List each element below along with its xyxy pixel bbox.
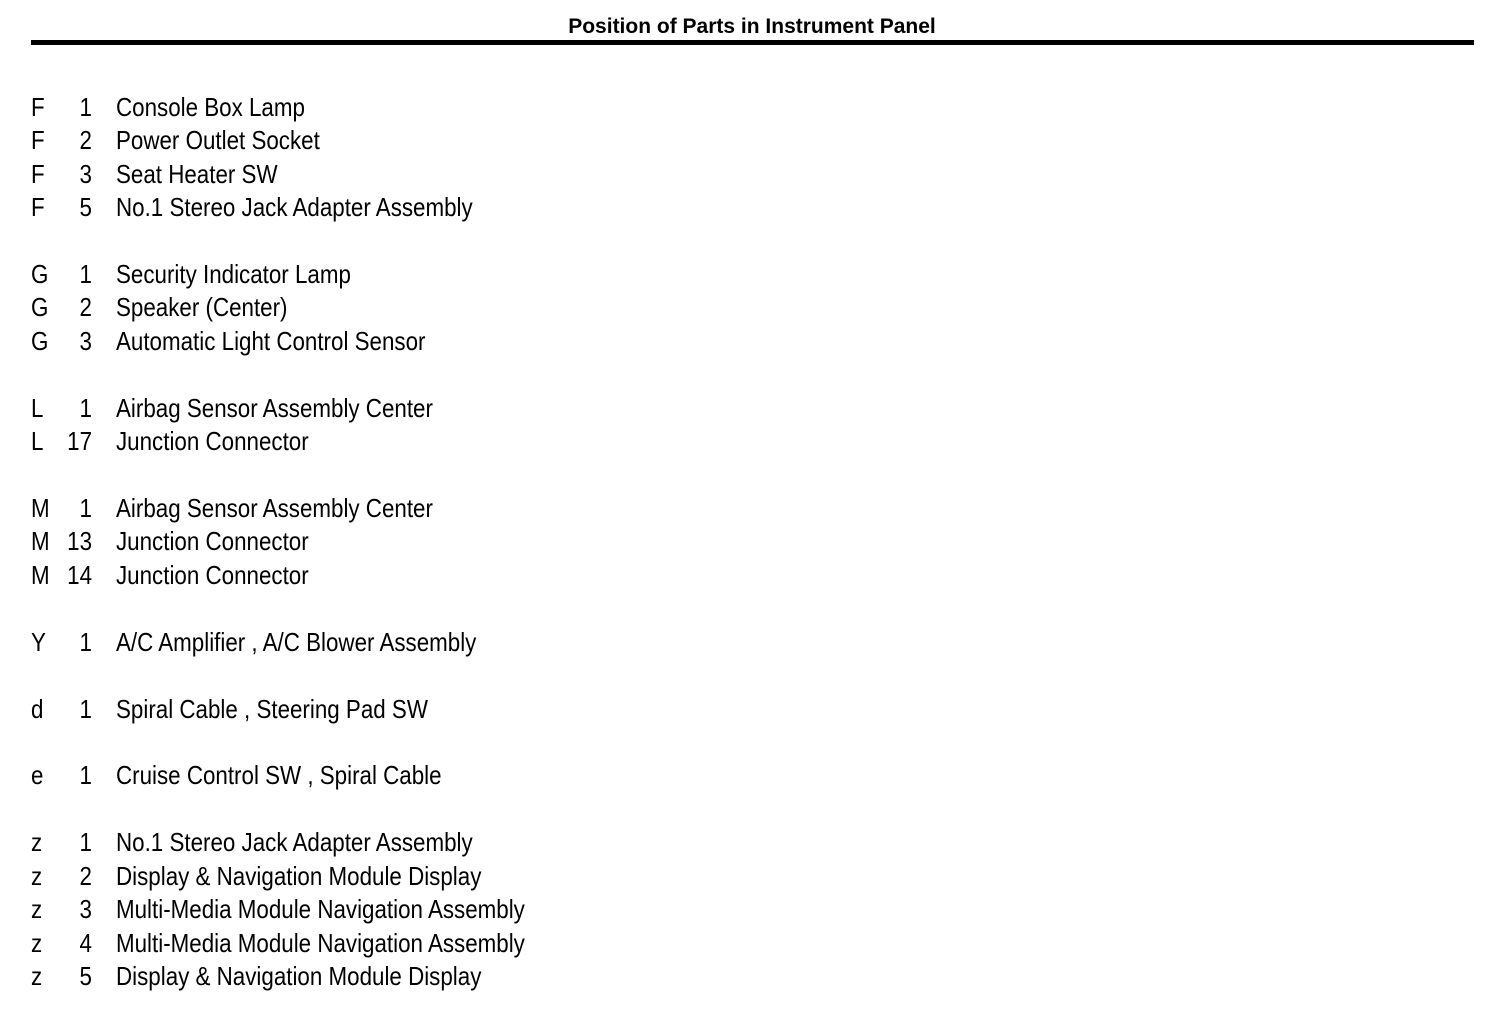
part-row	[0, 893, 700, 926]
connector-number: 1	[79, 92, 92, 122]
parts-group	[0, 492, 700, 592]
connector-letter: F	[31, 192, 45, 223]
connector-letter: G	[31, 292, 49, 323]
connector-number: 3	[79, 158, 92, 189]
connector-number: 3	[79, 325, 92, 356]
part-row	[0, 559, 700, 592]
connector-number: 4	[79, 927, 92, 958]
part-name: Cruise Control SW , Spiral Cable	[116, 760, 442, 791]
connector-letter: z	[31, 927, 43, 958]
part-row	[0, 693, 700, 726]
parts-list	[0, 91, 700, 1027]
connector-number: 1	[79, 626, 92, 657]
parts-group	[0, 759, 700, 792]
part-name: Junction Connector	[116, 526, 309, 557]
connector-number: 1	[79, 760, 92, 791]
connector-letter: d	[31, 693, 44, 724]
part-row	[0, 960, 700, 993]
part-name: Power Outlet Socket	[116, 125, 320, 156]
part-row	[0, 759, 700, 792]
part-name: Airbag Sensor Assembly Center	[116, 493, 433, 524]
connector-letter: G	[31, 259, 49, 290]
connector-number: 17	[67, 426, 92, 457]
connector-number: 5	[79, 192, 92, 223]
part-name: Junction Connector	[116, 559, 309, 590]
part-row	[0, 191, 700, 224]
connector-letter: G	[31, 325, 49, 356]
connector-number: 1	[79, 827, 92, 858]
part-name: Junction Connector	[116, 426, 309, 457]
parts-group	[0, 91, 700, 225]
part-row	[0, 525, 700, 558]
parts-group	[0, 693, 700, 726]
part-name: No.1 Stereo Jack Adapter Assembly	[116, 827, 473, 858]
part-name: Multi-Media Module Navigation Assembly	[116, 894, 525, 925]
part-name: Speaker (Center)	[116, 292, 288, 323]
connector-number: 1	[79, 392, 92, 423]
part-name: A/C Amplifier , A/C Blower Assembly	[116, 626, 477, 657]
connector-letter: Y	[31, 626, 46, 657]
connector-number: 3	[79, 894, 92, 925]
parts-group	[0, 258, 700, 358]
part-name: Seat Heater SW	[116, 158, 278, 189]
connector-number: 1	[79, 259, 92, 290]
part-name: Automatic Light Control Sensor	[116, 325, 426, 356]
part-row	[0, 626, 700, 659]
connector-number: 1	[79, 493, 92, 524]
page-title: Position of Parts in Instrument Panel	[568, 15, 936, 38]
title-rule	[31, 40, 1474, 45]
connector-number: 5	[79, 960, 92, 991]
part-row	[0, 258, 700, 291]
parts-group	[0, 826, 700, 993]
connector-letter: F	[31, 92, 45, 122]
part-row	[0, 158, 700, 191]
connector-letter: z	[31, 860, 43, 891]
connector-letter: z	[31, 960, 43, 991]
part-name: Spiral Cable , Steering Pad SW	[116, 693, 428, 724]
parts-group	[0, 392, 700, 459]
connector-number: 14	[67, 559, 92, 590]
part-name: Display & Navigation Module Display	[116, 960, 482, 991]
connector-letter: L	[31, 426, 44, 457]
part-row	[0, 91, 700, 124]
part-row	[0, 860, 700, 893]
connector-letter: F	[31, 158, 45, 189]
part-row	[0, 927, 700, 960]
part-name: No.1 Stereo Jack Adapter Assembly	[116, 192, 473, 223]
part-name: Console Box Lamp	[116, 92, 305, 122]
part-name: Multi-Media Module Navigation Assembly	[116, 927, 525, 958]
part-name: Display & Navigation Module Display	[116, 860, 482, 891]
connector-letter: L	[31, 392, 44, 423]
part-row	[0, 392, 700, 425]
connector-number: 13	[67, 526, 92, 557]
part-row	[0, 124, 700, 157]
connector-letter: M	[31, 526, 50, 557]
part-row	[0, 325, 700, 358]
parts-group	[0, 626, 700, 659]
part-name: Airbag Sensor Assembly Center	[116, 392, 433, 423]
part-row	[0, 492, 700, 525]
connector-number: 1	[79, 693, 92, 724]
part-row	[0, 425, 700, 458]
connector-letter: z	[31, 827, 43, 858]
connector-number: 2	[79, 292, 92, 323]
connector-letter: F	[31, 125, 45, 156]
connector-letter: M	[31, 559, 50, 590]
connector-letter: z	[31, 894, 43, 925]
part-name: Security Indicator Lamp	[116, 259, 351, 290]
part-row	[0, 826, 700, 859]
connector-number: 2	[79, 125, 92, 156]
part-row	[0, 291, 700, 324]
connector-letter: e	[31, 760, 44, 791]
connector-letter: M	[31, 493, 50, 524]
connector-number: 2	[79, 860, 92, 891]
